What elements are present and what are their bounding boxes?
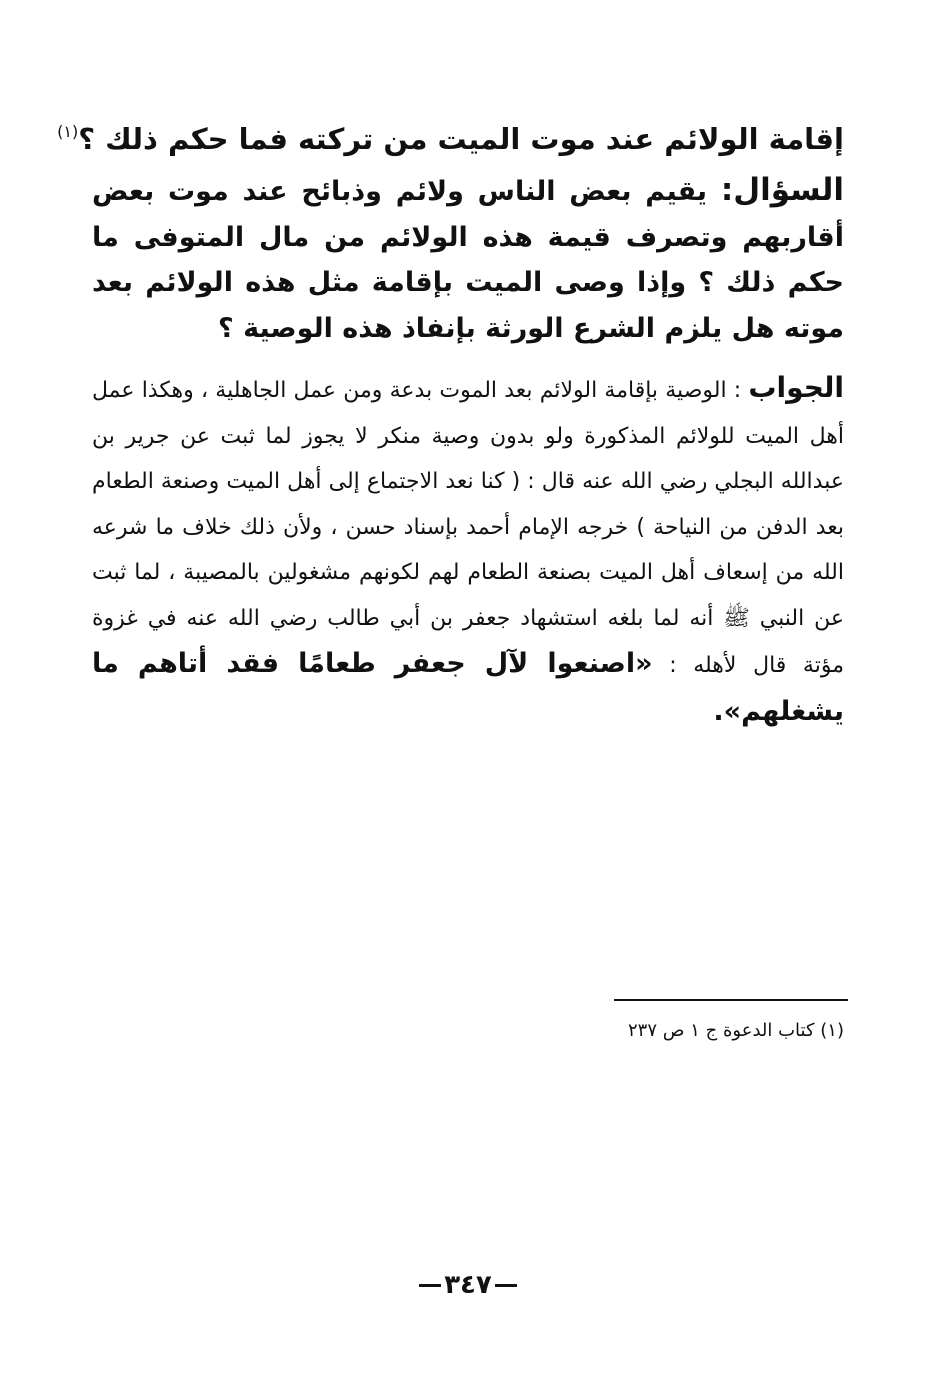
- fatwa-title: [57, 110, 844, 161]
- page-number: [0, 1270, 936, 1300]
- hadith-quote: «اصنعوا لآل جعفر طعامًا فقد أتاهم ما يشغلهم»: [92, 648, 844, 727]
- answer-end-mark: .: [713, 695, 724, 727]
- page-number-dash-left: [495, 1284, 517, 1287]
- question-text: يقيم بعض الناس ولائم وذبائح عند موت بعض أقاربهم وتصرف قيمة هذه الولائم من مال المتوفى ما حكم ذلك ؟ وإذا وصى الميت بإقامة مثل هذه الولائم بعد موته هل يلزم الشرع الورثة بإنفاذ هذه الوصية ؟: [92, 176, 844, 344]
- page-number-dash-right: [419, 1284, 441, 1287]
- answer-paragraph: [92, 365, 844, 736]
- footnote: (١) كتاب الدعوة ج ١ ص ٢٣٧: [628, 1020, 844, 1041]
- title-text: إقامة الولائم عند موت الميت من تركته فما حكم ذلك ؟: [78, 122, 844, 156]
- footnote-separator: [614, 999, 848, 1001]
- footnote-reference: (١): [57, 122, 79, 141]
- question-paragraph: [92, 168, 844, 351]
- page-number-value: ٣٤٧: [444, 1270, 492, 1300]
- answer-label: الجواب: [748, 371, 844, 404]
- question-label: السؤال:: [720, 172, 844, 208]
- answer-text: : الوصية بإقامة الولائم بعد الموت بدعة ومن عمل الجاهلية ، وهكذا عمل أهل الميت للولائم المذكورة ولو بدون وصية منكر لا يجوز لما ثبت عن جرير بن عبدالله البجلي رضي الله عنه قال : ( كنا نعد الاجتماع إلى أهل الميت وصنعة الطعام بعد الدفن من النياحة ) خرجه الإمام أحمد بإسناد حسن ، ولأن ذلك خلاف ما شرعه الله من إسعاف أهل الميت بصنعة الطعام لهم لكونهم مشغولين بالمصيبة ، لما ثبت عن النبي ﷺ أنه لما بلغه استشهاد جعفر بن أبي طالب رضي الله عنه في غزوة مؤتة قال لأهله :: [92, 378, 844, 678]
